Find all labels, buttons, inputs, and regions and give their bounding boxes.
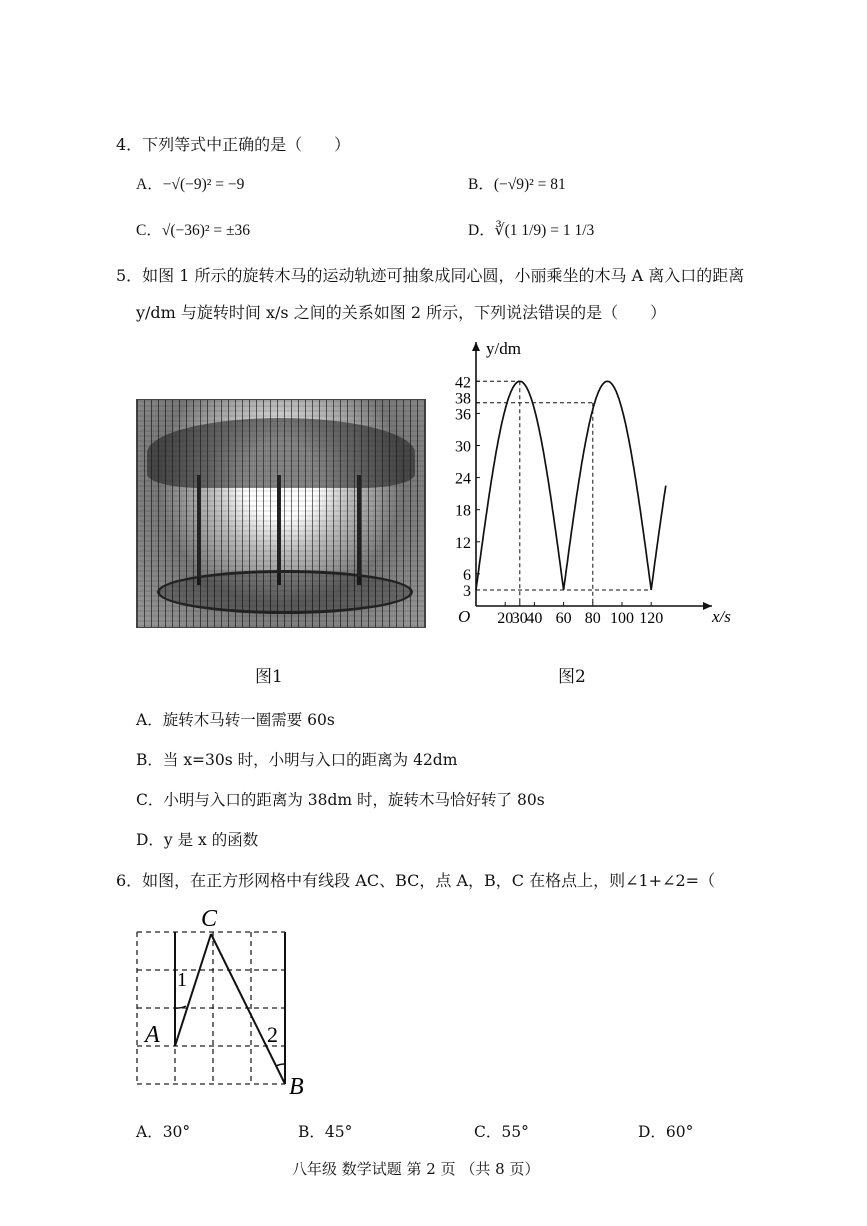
y-tick-label: 6 xyxy=(463,566,471,584)
carousel-base xyxy=(157,570,413,614)
q4-option-a: A．−√(−9)² = −9 xyxy=(136,176,245,193)
q6-option-c: C．55° xyxy=(474,1123,529,1141)
q6-stem: 6．如图，在正方形网格中有线段 AC、BC，点 A，B，C 在格点上，则∠1+∠2=（ xyxy=(116,871,716,890)
q4-option-b: B．(−√9)² = 81 xyxy=(468,176,566,193)
q5-stem-line1: 5．如图 1 所示的旋转木马的运动轨迹可抽象成同心圆，小丽乘坐的木马 A 离入口的距离 xyxy=(116,266,745,285)
segment-bc xyxy=(211,934,285,1084)
q5-stem-line2: y/dm 与旋转时间 x/s 之间的关系如图 2 所示，下列说法错误的是（ ） xyxy=(136,303,667,322)
y-tick-label: 42 xyxy=(455,374,471,392)
y-tick-label: 24 xyxy=(455,470,471,488)
x-tick-label: 100 xyxy=(610,610,634,627)
x-tick-label: 60 xyxy=(555,610,572,627)
q5-option-b: B．当 x=30s 时，小明与入口的距离为 42dm xyxy=(136,751,458,769)
y-axis-arrow xyxy=(472,342,480,351)
q5-option-c: C．小明与入口的距离为 38dm 时，旋转木马恰好转了 80s xyxy=(136,791,545,809)
q4-option-c: C．√(−36)² = ±36 xyxy=(136,222,251,239)
y-tick-label: 12 xyxy=(455,534,471,552)
label-b: B xyxy=(289,1074,304,1100)
q6-option-d: D．60° xyxy=(638,1123,694,1141)
page-footer: 八年级 数学试题 第 2 页 （共 8 页） xyxy=(292,1160,540,1178)
q6-option-a: A．30° xyxy=(136,1123,191,1141)
distance-time-chart xyxy=(440,330,760,640)
angle-2-arc xyxy=(276,1064,285,1066)
y-tick-label: 18 xyxy=(455,502,471,520)
carousel-photo xyxy=(136,399,426,628)
x-tick-label: 40 xyxy=(526,610,543,627)
origin-label: O xyxy=(458,607,471,626)
carousel-pole xyxy=(277,475,281,585)
fig2-caption: 图2 xyxy=(558,667,586,687)
carousel-pole xyxy=(357,475,361,585)
y-tick-label: 3 xyxy=(463,582,471,600)
x-axis-label: x/s xyxy=(712,607,731,626)
carousel-canopy xyxy=(147,418,415,488)
q4-option-d: D．∛(1 1/9) = 1 1/3 xyxy=(468,222,595,239)
x-tick-label: 120 xyxy=(639,610,664,627)
q6-option-b: B．45° xyxy=(298,1123,353,1141)
y-tick-label: 30 xyxy=(455,438,471,456)
distance-curve xyxy=(476,381,666,590)
y-axis-label: y/dm xyxy=(486,339,521,358)
carousel-pole xyxy=(197,475,201,585)
x-tick-label: 20 xyxy=(497,610,514,627)
q5-option-a: A．旋转木马转一圈需要 60s xyxy=(136,711,335,729)
y-tick-label: 36 xyxy=(455,406,471,424)
x-tick-label: 30 xyxy=(511,610,528,627)
x-axis-arrow xyxy=(703,602,712,610)
angle-1-label: 1 xyxy=(177,969,187,991)
x-tick-label: 80 xyxy=(584,610,601,627)
dashed-grid xyxy=(137,932,285,1084)
angle-2-label: 2 xyxy=(267,1022,278,1047)
label-c: C xyxy=(201,906,218,932)
grid-figure xyxy=(125,900,325,1100)
y-tick-label: 38 xyxy=(455,390,471,408)
q4-stem: 4．下列等式中正确的是（ ） xyxy=(116,135,351,154)
fig1-caption: 图1 xyxy=(255,667,283,687)
label-a: A xyxy=(145,1022,160,1048)
q5-option-d: D．y 是 x 的函数 xyxy=(136,831,259,849)
